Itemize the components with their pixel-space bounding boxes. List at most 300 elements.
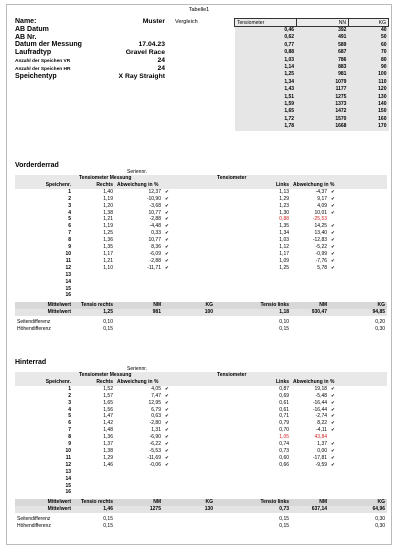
- spoke-row: [15, 413, 387, 420]
- row-spacer: [193, 386, 215, 393]
- row-spacer: [193, 244, 215, 251]
- difference-left: 0,15: [279, 516, 290, 523]
- row-spacer: [193, 427, 215, 434]
- comparison-header-cell: KG: [348, 19, 388, 27]
- left-tension: 1,25: [279, 264, 290, 271]
- spoke-number: 9: [68, 441, 71, 448]
- comparison-cell: 0,88: [235, 49, 297, 56]
- row-spacer: [377, 210, 387, 217]
- right-deviation: 10,77: [148, 237, 161, 244]
- comparison-cell: 0,46: [235, 27, 297, 35]
- left-deviation: 5,78: [317, 264, 328, 271]
- spoke-number: 8: [68, 434, 71, 441]
- right-ok-check-icon: ✔: [165, 441, 169, 447]
- left-deviation: -9,59: [315, 461, 328, 468]
- left-ok-check-icon: ✔: [331, 413, 335, 419]
- right-tension: 1,42: [103, 420, 113, 427]
- comparison-cell: 100: [348, 71, 388, 78]
- header-tensiometer: Tensiometer: [215, 175, 387, 182]
- comparison-row: [235, 79, 389, 86]
- mean-nm-header: NM: [115, 302, 163, 309]
- row-spacer: [377, 230, 387, 237]
- row-spacer: [377, 483, 387, 490]
- header-spacer: [193, 182, 215, 189]
- comparison-cell: 50: [348, 34, 388, 41]
- mean-left-nm: 637,14: [291, 506, 329, 513]
- left-ok-check-icon: [329, 489, 377, 496]
- spoke-number: 11: [65, 454, 71, 461]
- right-tension: [77, 489, 115, 496]
- row-spacer: [193, 216, 215, 223]
- spoke-number: 14: [65, 475, 71, 482]
- left-ok-check-icon: ✔: [331, 202, 335, 208]
- row-spacer: [377, 420, 387, 427]
- spoke-row: [15, 258, 387, 265]
- row-spacer: [377, 462, 387, 469]
- right-tension: 1,21: [103, 257, 113, 264]
- comparison-row: [235, 123, 389, 130]
- mean-header-row: [15, 302, 387, 309]
- header-rechts: Rechts: [77, 182, 115, 189]
- mean-right-kg: 100: [163, 309, 215, 316]
- row-spacer: [377, 216, 387, 223]
- spoke-row: [15, 265, 387, 272]
- info-value: 24: [157, 56, 165, 64]
- difference-row: [15, 523, 387, 530]
- left-deviation: -12,83: [312, 237, 328, 244]
- difference-total: 0,30: [375, 326, 386, 333]
- right-tension: 1,25: [103, 230, 113, 237]
- header-tensiometer-messung: Tensiometer Messung: [77, 175, 193, 182]
- right-tension: 1,20: [103, 202, 113, 209]
- left-ok-check-icon: ✔: [331, 461, 335, 467]
- row-spacer: [377, 265, 387, 272]
- spoke-row: [15, 434, 387, 441]
- header-abweichung-rechts: Abweichung in %: [115, 379, 193, 386]
- left-ok-check-icon: [329, 476, 377, 483]
- row-spacer: [193, 319, 215, 326]
- right-ok-check-icon: ✔: [165, 244, 169, 250]
- left-tension: 1,09: [279, 257, 290, 264]
- spoke-number: 5: [68, 413, 71, 420]
- left-deviation: [291, 483, 329, 490]
- right-tension: 1,35: [103, 244, 113, 251]
- mean-tensio-rechts-header: Tensio rechts: [77, 302, 115, 309]
- right-ok-check-icon: [163, 292, 193, 299]
- comparison-row: [235, 34, 389, 41]
- spoke-number: 16: [65, 292, 71, 299]
- row-spacer: [193, 292, 215, 299]
- row-spacer: [377, 196, 387, 203]
- right-deviation: [115, 292, 163, 299]
- row-spacer: [193, 476, 215, 483]
- comparison-cell: 1,34: [235, 79, 297, 86]
- comparison-cell: 1,25: [235, 71, 297, 78]
- right-deviation: 6,79: [151, 406, 161, 413]
- right-tension: [77, 279, 115, 286]
- right-ok-check-icon: [163, 272, 193, 279]
- left-deviation: -0,99: [315, 250, 328, 257]
- comparison-cell: 1472: [296, 108, 348, 115]
- right-tension: 1,52: [103, 385, 113, 392]
- spoke-row: [15, 476, 387, 483]
- difference-left: 0,15: [279, 523, 290, 530]
- row-spacer: [377, 434, 387, 441]
- row-spacer: [193, 434, 215, 441]
- info-label: Name:: [15, 18, 37, 25]
- left-tension: 0,70: [279, 427, 290, 434]
- comparison-row: [235, 57, 389, 64]
- row-spacer: [377, 455, 387, 462]
- comparison-cell: 150: [348, 108, 388, 115]
- difference-right: 0,15: [103, 326, 113, 333]
- row-spacer: [377, 427, 387, 434]
- row-spacer: [377, 203, 387, 210]
- left-deviation: [291, 279, 329, 286]
- spoke-row: [15, 386, 387, 393]
- left-ok-check-icon: [329, 216, 377, 223]
- spoke-row: [15, 251, 387, 258]
- spoke-row: [15, 292, 387, 299]
- row-spacer: [377, 448, 387, 455]
- mean-header-row: [15, 499, 387, 506]
- row-spacer: [193, 489, 215, 496]
- comparison-row: [235, 71, 389, 78]
- row-spacer: [377, 476, 387, 483]
- spoke-row: [15, 244, 387, 251]
- comparison-cell: 1,78: [235, 123, 297, 130]
- header-tensiometer: Tensiometer: [215, 372, 387, 379]
- row-spacer: [291, 523, 329, 530]
- left-deviation: [291, 476, 329, 483]
- spoke-row: [15, 393, 387, 400]
- spoke-number: 2: [68, 195, 71, 202]
- left-tension: [215, 476, 291, 483]
- difference-left: 0,15: [279, 326, 290, 333]
- row-spacer: [193, 286, 215, 293]
- left-ok-check-icon: ✔: [331, 427, 335, 433]
- difference-label: Seitendifferenz: [17, 319, 51, 326]
- comparison-cell: 1570: [296, 116, 348, 123]
- mean-tensio-links-header: Tensio links: [215, 499, 291, 506]
- difference-left: 0,10: [279, 319, 290, 326]
- row-spacer: [193, 196, 215, 203]
- mean-left-tension: 1,18: [215, 309, 291, 316]
- right-tension: 1,38: [103, 209, 113, 216]
- left-ok-check-icon: [329, 286, 377, 293]
- left-deviation: -16,44: [312, 399, 328, 406]
- info-row: [15, 18, 165, 26]
- right-tension: 1,38: [103, 447, 113, 454]
- info-label: Anzahl der Speichen VR: [15, 58, 71, 64]
- mean-left-kg: 94,85: [329, 309, 387, 316]
- left-deviation: -16,44: [312, 406, 328, 413]
- spoke-row: [15, 455, 387, 462]
- spoke-number: 7: [68, 230, 71, 237]
- row-spacer: [193, 407, 215, 414]
- right-deviation: -2,88: [149, 257, 161, 264]
- right-ok-check-icon: ✔: [165, 461, 169, 467]
- left-tension: 1,30: [279, 209, 290, 216]
- comparison-cell: 0,62: [235, 34, 297, 41]
- left-tension: [215, 292, 291, 299]
- left-ok-check-icon: [329, 272, 377, 279]
- spoke-row: [15, 279, 387, 286]
- right-tension: 1,37: [103, 441, 113, 448]
- left-ok-check-icon: [329, 469, 377, 476]
- header-spacer: [193, 379, 215, 386]
- left-deviation: -4,37: [315, 188, 328, 195]
- left-tension: [215, 286, 291, 293]
- comparison-cell: 786: [296, 57, 348, 64]
- spoke-number: 8: [68, 237, 71, 244]
- left-tension: 1,23: [279, 202, 290, 209]
- right-deviation: [115, 272, 163, 279]
- left-tension: 0,71: [279, 413, 290, 420]
- left-deviation: -5,22: [315, 244, 328, 251]
- comparison-row: [235, 101, 389, 108]
- left-tension: 1,12: [279, 244, 290, 251]
- row-spacer: [377, 244, 387, 251]
- left-deviation: -4,11: [316, 427, 328, 434]
- comparison-cell: 392: [296, 27, 348, 35]
- right-tension: 1,36: [103, 434, 113, 441]
- left-tension: [215, 483, 291, 490]
- comparison-cell: 0,77: [235, 42, 297, 49]
- row-spacer: [377, 441, 387, 448]
- left-tension: 0,73: [279, 447, 290, 454]
- right-tension: 1,19: [103, 195, 113, 202]
- comparison-cell: 1079: [296, 79, 348, 86]
- left-tension: [215, 469, 291, 476]
- comparison-cell: 1,65: [235, 108, 297, 115]
- spoke-row: [15, 427, 387, 434]
- right-ok-check-icon: [163, 476, 193, 483]
- spoke-number: 15: [65, 285, 71, 292]
- spoke-number: 12: [65, 264, 71, 271]
- comparison-cell: 130: [348, 94, 388, 101]
- header-links: Links: [215, 182, 291, 189]
- right-deviation: 7,47: [151, 392, 161, 399]
- spoke-row: [15, 462, 387, 469]
- row-spacer: [193, 326, 215, 333]
- left-tension: 0,88: [279, 216, 290, 223]
- right-deviation: -11,71: [147, 264, 161, 271]
- comparison-row: [235, 94, 389, 101]
- row-spacer: [193, 441, 215, 448]
- left-tension: [215, 279, 291, 286]
- sheet-title: Tabelle1: [188, 7, 210, 13]
- row-spacer: [377, 251, 387, 258]
- section-title: Vorderderrad: [15, 162, 59, 169]
- comparison-cell: 1,72: [235, 116, 297, 123]
- left-deviation: 0,00: [317, 447, 328, 454]
- spoke-row: [15, 489, 387, 496]
- left-deviation: [291, 292, 329, 299]
- difference-right: 0,15: [103, 516, 113, 523]
- row-spacer: [377, 237, 387, 244]
- left-ok-check-icon: ✔: [331, 237, 335, 243]
- comparison-row: [235, 27, 389, 35]
- spoke-number: 14: [65, 278, 71, 285]
- left-deviation: 1,37: [317, 441, 328, 448]
- info-value: Gravel Race: [125, 49, 165, 57]
- tension-comparison-table: [234, 18, 389, 131]
- comparison-cell: 1,51: [235, 94, 297, 101]
- comparison-row: [235, 116, 389, 123]
- row-spacer: [377, 407, 387, 414]
- header-abweichung-links: Abweichung in %: [291, 379, 387, 386]
- table-header-row: [15, 372, 387, 379]
- right-tension: 1,46: [103, 461, 113, 468]
- comparison-cell: 1,43: [235, 86, 297, 93]
- right-deviation: 0,33: [151, 230, 161, 237]
- left-ok-check-icon: ✔: [331, 188, 335, 194]
- left-ok-check-icon: [329, 279, 377, 286]
- mean-nm-header: NM: [291, 499, 329, 506]
- left-tension: 1,34: [279, 230, 290, 237]
- difference-row: [15, 516, 387, 523]
- row-spacer: [291, 326, 329, 333]
- spoke-row: [15, 400, 387, 407]
- left-ok-check-icon: ✔: [331, 447, 335, 453]
- mean-left-tension: 0,73: [215, 506, 291, 513]
- tension-measurement-table: [15, 372, 387, 530]
- right-ok-check-icon: ✔: [165, 223, 169, 229]
- spoke-number: 1: [68, 385, 71, 392]
- right-tension: 1,56: [103, 406, 113, 413]
- info-label: Anzahl der Speichen HR: [15, 66, 71, 72]
- left-deviation: -7,76: [315, 257, 328, 264]
- left-deviation: 10,01: [314, 209, 328, 216]
- mean-kg-header: KG: [329, 499, 387, 506]
- right-tension: [77, 286, 115, 293]
- right-tension: 1,57: [103, 392, 113, 399]
- right-deviation: -11,69: [147, 454, 161, 461]
- right-ok-check-icon: ✔: [165, 202, 169, 208]
- comparison-cell: 60: [348, 42, 388, 49]
- info-value: X Ray Straight: [118, 72, 165, 80]
- left-deviation: 14,25: [314, 223, 328, 230]
- difference-label: Höhendifferenz: [17, 326, 51, 333]
- left-deviation: 4,09: [317, 202, 328, 209]
- mean-tensio-rechts-header: Tensio rechts: [77, 499, 115, 506]
- comparison-cell: 981: [296, 71, 348, 78]
- spoke-number: 13: [65, 468, 71, 475]
- row-spacer: [193, 469, 215, 476]
- left-tension: 0,60: [279, 454, 290, 461]
- comparison-header-cell: Tensiometer: [235, 19, 297, 27]
- left-ok-check-icon: ✔: [331, 209, 335, 215]
- left-ok-check-icon: ✔: [331, 454, 335, 460]
- difference-right: 0,10: [103, 319, 113, 326]
- vergleich-label: Vergleich: [175, 19, 198, 25]
- right-deviation: -6,22: [149, 441, 161, 448]
- comparison-cell: 160: [348, 116, 388, 123]
- row-spacer: [377, 279, 387, 286]
- row-spacer: [291, 319, 329, 326]
- left-ok-check-icon: [329, 483, 377, 490]
- mean-label: Mittelwert: [15, 506, 77, 513]
- left-tension: 1,13: [279, 188, 290, 195]
- left-ok-check-icon: ✔: [331, 385, 335, 391]
- right-ok-check-icon: ✔: [165, 257, 169, 263]
- right-deviation: -2,80: [149, 420, 161, 427]
- row-spacer: [377, 386, 387, 393]
- spoke-number: 3: [68, 202, 71, 209]
- left-deviation: [291, 489, 329, 496]
- spoke-number: 11: [65, 257, 71, 264]
- left-deviation: -17,81: [312, 454, 328, 461]
- header-abweichung-links: Abweichung in %: [291, 182, 387, 189]
- left-tension: [215, 489, 291, 496]
- right-deviation: 12,95: [148, 399, 161, 406]
- header-spacer: [193, 175, 215, 182]
- left-deviation: -2,74: [315, 413, 328, 420]
- comparison-cell: 1275: [296, 94, 348, 101]
- spoke-row: [15, 448, 387, 455]
- left-ok-check-icon: ✔: [331, 195, 335, 201]
- right-ok-check-icon: ✔: [165, 237, 169, 243]
- spoke-number: 15: [65, 482, 71, 489]
- table-header-row: [15, 182, 387, 189]
- left-tension: 1,35: [279, 223, 290, 230]
- row-spacer: [115, 523, 163, 530]
- right-tension: 1,48: [103, 427, 113, 434]
- info-row: [15, 73, 165, 81]
- row-spacer: [377, 272, 387, 279]
- difference-row: [15, 319, 387, 326]
- right-ok-check-icon: ✔: [165, 434, 169, 440]
- right-deviation: -3,68: [149, 202, 161, 209]
- comparison-row: [235, 86, 389, 93]
- spoke-number: 7: [68, 427, 71, 434]
- left-deviation: 9,17: [317, 195, 328, 202]
- mean-left-nm: 930,47: [291, 309, 329, 316]
- right-ok-check-icon: ✔: [165, 195, 169, 201]
- comparison-cell: 40: [348, 27, 388, 35]
- right-tension: 1,47: [103, 413, 113, 420]
- left-tension: 0,87: [279, 385, 290, 392]
- left-tension: 0,79: [279, 420, 290, 427]
- serial-number-label: Seriennr.: [127, 366, 148, 372]
- left-deviation: 13,40: [314, 230, 328, 237]
- comparison-cell: 883: [296, 64, 348, 71]
- left-tension: 0,66: [279, 461, 290, 468]
- mean-value-row: [15, 506, 387, 513]
- left-deviation: 8,22: [317, 420, 328, 427]
- info-row: [15, 41, 165, 49]
- comparison-header-row: [235, 19, 389, 27]
- info-row: [15, 34, 165, 42]
- row-spacer: [377, 286, 387, 293]
- comparison-row: [235, 64, 389, 71]
- mean-kg-header: KG: [163, 302, 215, 309]
- spoke-row: [15, 483, 387, 490]
- left-deviation: 19,18: [314, 385, 328, 392]
- left-ok-check-icon: ✔: [331, 264, 335, 270]
- section-title: Hinterrad: [15, 359, 47, 366]
- right-tension: 1,19: [103, 223, 113, 230]
- spoke-row: [15, 420, 387, 427]
- header-tensiometer-messung: Tensiometer Messung: [77, 372, 193, 379]
- row-spacer: [193, 420, 215, 427]
- mean-label: Mittelwert: [15, 499, 77, 506]
- right-deviation: [115, 489, 163, 496]
- header-speichenr: Speichenr.: [15, 182, 77, 189]
- row-spacer: [115, 319, 163, 326]
- right-ok-check-icon: ✔: [165, 392, 169, 398]
